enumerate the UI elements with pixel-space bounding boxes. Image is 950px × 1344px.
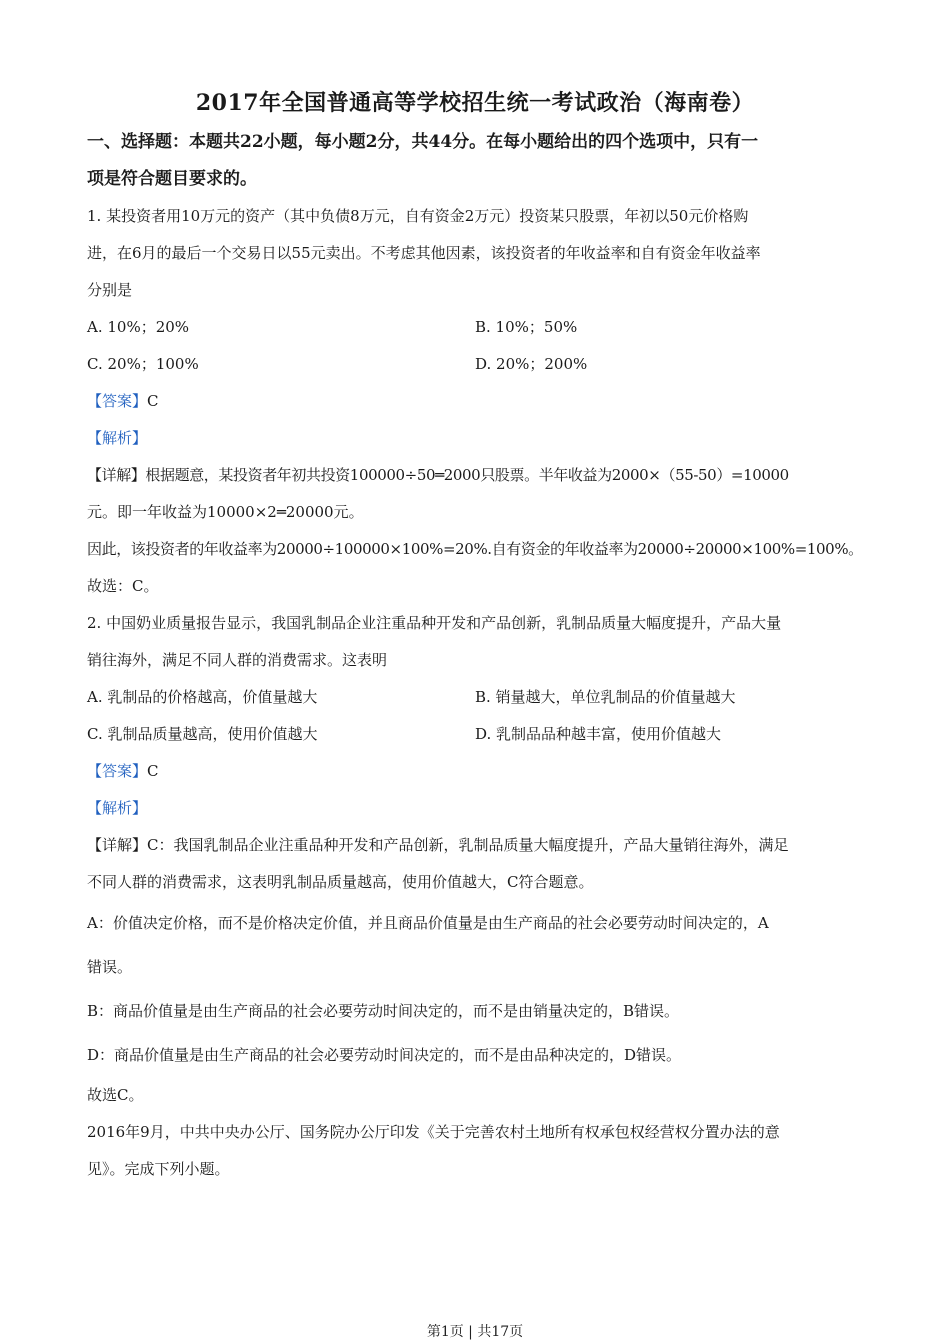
q2-detail-line-1 <box>87 827 863 864</box>
q2-detail-line-2: 不同人群的消费需求，这表明乳制品质量越高，使用价值越大，C符合题意。 <box>87 873 594 891</box>
q1-options-row-1 <box>87 309 863 346</box>
q2-detail-text-1: C：我国乳制品企业注重品种开发和产品创新，乳制品质量大幅度提升，产品大量销往海外，满足 <box>147 836 789 854</box>
q2-detail-tag: 【详解】 <box>87 836 148 854</box>
q1-answer-value: C <box>147 392 159 410</box>
q1-detail-line-1 <box>87 457 863 494</box>
q1-answer <box>87 383 863 420</box>
page-footer: 第1页 | 共17页 <box>426 1324 524 1340</box>
page-title: 2017年全国普通高等学校招生统一考试政治（海南卷） <box>195 90 755 116</box>
q2-answer-tag: 【答案】 <box>87 762 148 780</box>
q1-conclusion: 故选：C。 <box>87 577 159 595</box>
document-body <box>87 124 863 1188</box>
q1-answer-tag: 【答案】 <box>87 392 148 410</box>
q2-option-b: B. 销量越大，单位乳制品的价值量越大 <box>475 688 736 706</box>
q1-detail-tag: 【详解】 <box>87 466 146 484</box>
q2-options-row-2 <box>87 716 863 753</box>
q2-option-d-explain: D：商品价值量是由生产商品的社会必要劳动时间决定的，而不是由品种决定的，D错误。 <box>87 1046 682 1064</box>
q1-stem-line-1: 1. 某投资者用10万元的资产（其中负债8万元，自有资金2万元）投资某只股票，年初以50元价格购 <box>87 207 749 225</box>
q1-option-b: B. 10%；50% <box>475 318 578 336</box>
q1-stem-line-2: 进，在6月的最后一个交易日以55元卖出。不考虑其他因素，该投资者的年收益率和自有资金年收益率 <box>87 244 761 262</box>
q2-answer-value: C <box>147 762 159 780</box>
section-heading-line-1: 一、选择题：本题共22小题，每小题2分，共44分。在每小题给出的四个选项中，只有一 <box>87 132 759 152</box>
q1-detail-text-1: 根据题意，某投资者年初共投资100000÷50═2000只股票。半年收益为2000×（55-50）=10000 <box>145 466 789 484</box>
q1-analysis <box>87 420 863 457</box>
q2-options-row-1 <box>87 679 863 716</box>
q2-option-a-explain-line-1: A：价值决定价格，而不是价格决定价值，并且商品价值量是由生产商品的社会必要劳动时间决定的，A <box>87 914 769 932</box>
material-line-1: 2016年9月，中共中央办公厅、国务院办公厅印发《关于完善农村土地所有权承包权经营权分置办法的意 <box>87 1123 780 1141</box>
q2-option-a: A. 乳制品的价格越高，价值量越大 <box>87 688 318 706</box>
q1-detail-line-2: 元。即一年收益为10000×2═20000元。 <box>87 503 364 521</box>
q1-analysis-tag: 【解析】 <box>87 429 148 447</box>
q2-answer <box>87 753 863 790</box>
q2-option-a-explain-line-2: 错误。 <box>87 958 133 976</box>
q1-stem-line-3: 分别是 <box>87 281 133 299</box>
q2-option-d: D. 乳制品品种越丰富，使用价值越大 <box>475 725 722 743</box>
q2-conclusion: 故选C。 <box>87 1086 144 1104</box>
material-line-2: 见》。完成下列小题。 <box>87 1160 230 1178</box>
q2-analysis <box>87 790 863 827</box>
q2-analysis-tag: 【解析】 <box>87 799 148 817</box>
q1-detail-line-3: 因此，该投资者的年收益率为20000÷100000×100%=20%.自有资金的年收益率为20000÷20000×100%=100%。 <box>87 540 863 558</box>
q2-option-c: C. 乳制品质量越高，使用价值越大 <box>87 725 318 743</box>
section-heading-line-2: 项是符合题目要求的。 <box>87 169 257 189</box>
q2-option-b-explain: B：商品价值量是由生产商品的社会必要劳动时间决定的，而不是由销量决定的，B错误。 <box>87 1002 680 1020</box>
q1-option-c: C. 20%；100% <box>87 355 199 373</box>
q1-option-d: D. 20%；200% <box>475 355 588 373</box>
q1-option-a: A. 10%；20% <box>87 318 190 336</box>
q2-stem-line-1: 2. 中国奶业质量报告显示，我国乳制品企业注重品种开发和产品创新，乳制品质量大幅度提升，产品大量 <box>87 614 782 632</box>
q1-options-row-2 <box>87 346 863 383</box>
q2-stem-line-2: 销往海外，满足不同人群的消费需求。这表明 <box>87 651 388 669</box>
